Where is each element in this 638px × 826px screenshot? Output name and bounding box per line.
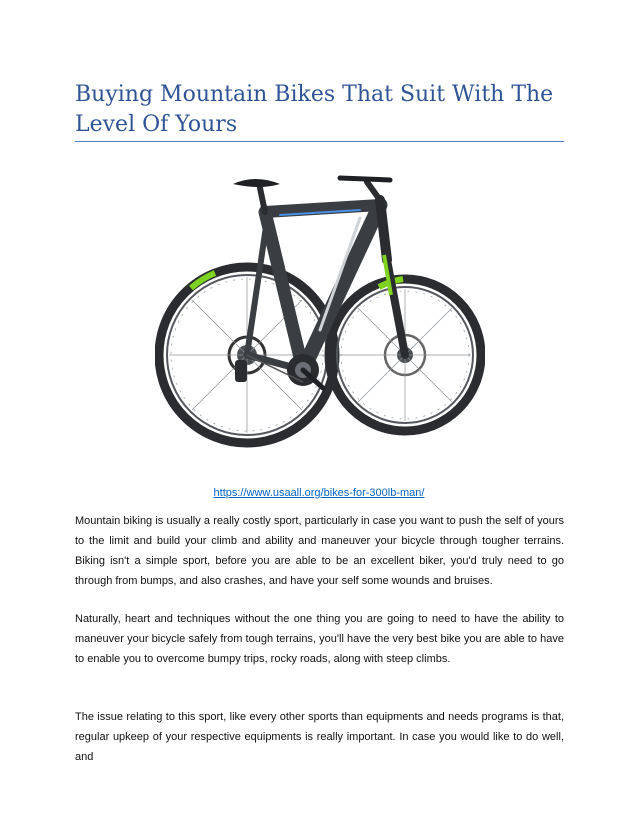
bike-image [155,160,485,470]
bike-frame [247,205,380,370]
mountain-bike-icon [155,160,485,470]
image-source-link[interactable]: https://www.usaall.org/bikes-for-300lb-man/ [213,487,425,499]
paragraph-3: The issue relating to this sport, like every other sports than equipments and needs programs is that, regular upkeep of your respective equipments is really important. In case you would like to do well, and [75,711,564,763]
document-title: Buying Mountain Bikes That Suit With The Level Of Yours [75,82,554,137]
derailleur [235,360,247,382]
paragraph-2: Naturally, heart and techniques without the one thing you are going to need to have the ability to maneuver your bicycle safely from tough terrains, you'll have the very best bike you are able to have to enable you to overcome bumpy trips, rocky roads, along with steep climbs. [75,613,564,665]
paragraph-1: Mountain biking is usually a really costly sport, particularly in case you want to push the self of yours to the limit and build your climb and ability and maneuver your bicycle through tougher terrains. Biking isn't a simple sport, before you are able to be an excellent biker, you'd truly need to go through from bumps, and also crashes, and have your self some wounds and bruises. [75,515,564,587]
title-underline [75,141,564,142]
